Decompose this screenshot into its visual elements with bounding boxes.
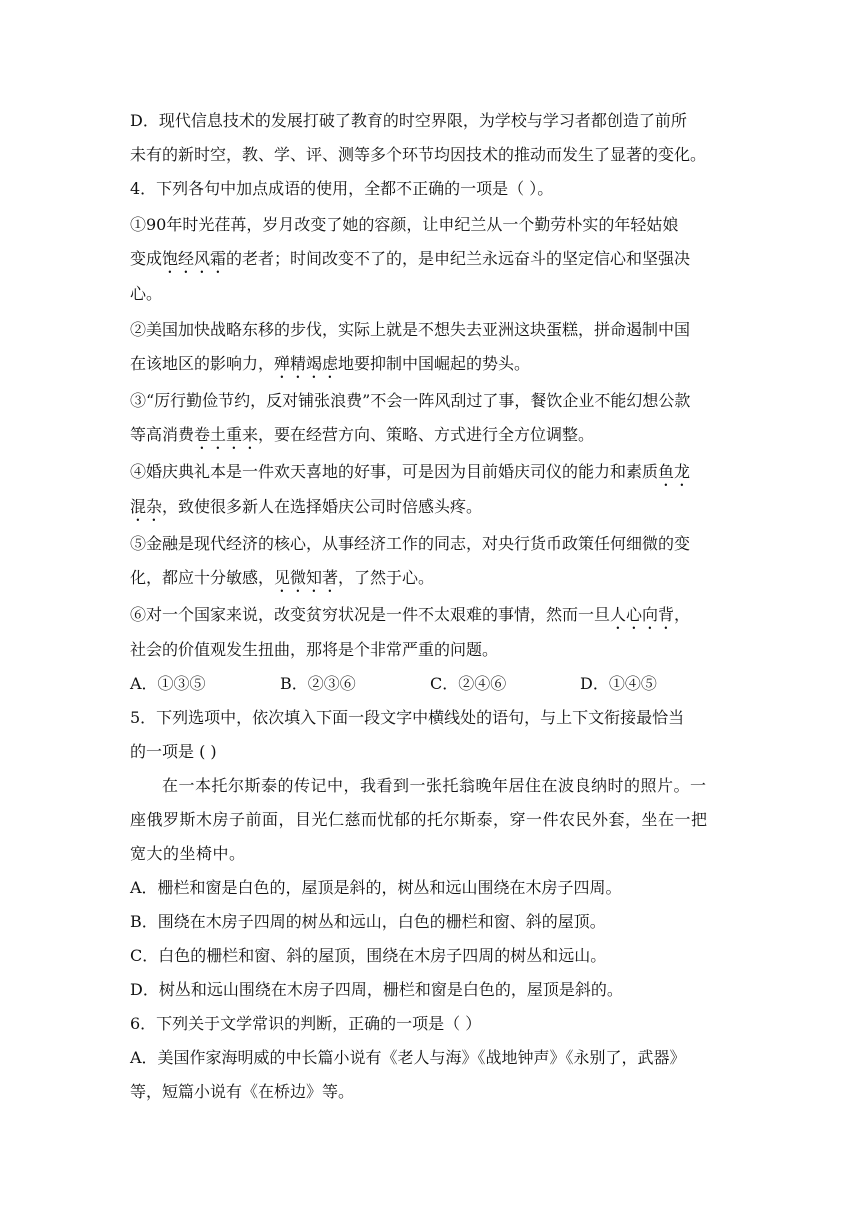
q5-stem-line1: 5．下列选项中，依次填入下面一段文字中横线处的语句，与上下文衔接最恰当 — [130, 708, 685, 727]
q5-option-c: C．白色的栅栏和窗、斜的屋顶，围绕在木房子四周的树丛和远山。 — [130, 946, 607, 965]
q4-item-3-line2 — [130, 418, 730, 453]
q4-item-5-text-cont: ，了然于心。 — [338, 568, 435, 587]
q4-item-2-line2 — [130, 347, 730, 382]
q4-option-a: A．①③⑤ — [130, 674, 206, 693]
q4-item-5-line1: ⑤金融是现代经济的核心，从事经济工作的同志，对央行货币政策任何细微的变 — [130, 534, 691, 553]
q4-stem: 4．下列各句中加点成语的使用，全都不正确的一项是（ ）。 — [130, 179, 554, 198]
q4-item-1-text: 变成 — [130, 249, 163, 268]
q4-item-2-line1: ②美国加快战略东移的步伐，实际上就是不想失去亚洲这块蛋糕，拼命遏制中国 — [130, 320, 691, 339]
q4-item-6-text-cont: ， — [674, 605, 691, 624]
q4-item-1-text-cont: 的老者；时间改变不了的，是申纪兰永远奋斗的坚定信心和坚强决 — [226, 249, 691, 268]
q4-item-4-text-cont: ，致使很多新人在选择婚庆公司时倍感头疼。 — [162, 497, 483, 516]
q4-item-3-idiom: 卷土重来 — [194, 425, 259, 444]
q4-item-4-idiom-part1: 鱼龙 — [658, 462, 691, 481]
q4-item-5-text: 化，都应十分敏感， — [130, 568, 275, 587]
exam-page — [130, 104, 730, 1109]
q4-option-c: C．②④⑥ — [430, 674, 507, 693]
q4-item-6-line1 — [130, 598, 730, 633]
q4-item-4-line1 — [130, 455, 730, 490]
q5-passage-line3: 宽大的坐椅中。 — [130, 844, 246, 863]
q3-option-d-line1: D．现代信息技术的发展打破了教育的时空界限，为学校与学习者都创造了前所 — [130, 111, 687, 130]
q4-option-d: D．①④⑤ — [580, 674, 657, 693]
q4-item-4-idiom-part2: 混杂 — [130, 497, 163, 516]
q4-item-2-text-cont: 地要抑制中国崛起的势头。 — [338, 354, 531, 373]
q4-item-6-line2: 社会的价值观发生扭曲，那将是个非常严重的问题。 — [130, 640, 499, 659]
q4-option-b: B．②③⑥ — [280, 674, 356, 693]
q4-item-6-text: ⑥对一个国家来说，改变贫穷状况是一件不太艰难的事情，然而一旦 — [130, 605, 611, 624]
q5-passage-line1: 在一本托尔斯泰的传记中，我看到一张托翁晚年居住在波良纳时的照片。一 — [162, 776, 707, 795]
q3-option-d-line2: 未有的新时空，教、学、评、测等多个环节均因技术的推动而发生了显著的变化。 — [130, 145, 707, 164]
q4-item-2-idiom: 殚精竭虑 — [274, 354, 339, 373]
q4-item-1-line1: ①90年时光荏苒，岁月改变了她的容颜，让申纪兰从一个勤劳朴实的年轻姑娘 — [130, 215, 679, 234]
q4-options — [130, 667, 730, 701]
q6-option-a-line1: A．美国作家海明威的中长篇小说有《老人与海》《战地钟声》《永别了，武器》 — [130, 1048, 686, 1067]
q4-item-5-idiom: 见微知著 — [274, 568, 339, 587]
q4-item-4-line2 — [130, 490, 730, 525]
q5-option-d: D．树丛和远山围绕在木房子四周，栅栏和窗是白色的，屋顶是斜的。 — [130, 980, 623, 999]
q4-item-3-line1: ③“厉行勤俭节约，反对铺张浪费”不会一阵风刮过了事，餐饮企业不能幻想公款 — [130, 391, 691, 410]
q4-item-1-idiom: 饱经风霜 — [162, 249, 227, 268]
q4-item-2-text: 在该地区的影响力， — [130, 354, 275, 373]
q4-item-3-text: 等高消费 — [130, 425, 195, 444]
q4-item-1-line3: 心。 — [130, 284, 163, 303]
q4-item-5-line2 — [130, 561, 730, 596]
q4-item-4-text: ④婚庆典礼本是一件欢天喜地的好事，可是因为目前婚庆司仪的能力和素质 — [130, 462, 659, 481]
q4-item-6-idiom: 人心向背 — [610, 605, 675, 624]
q6-option-a-line2: 等，短篇小说有《在桥边》等。 — [130, 1082, 355, 1101]
q4-item-3-text-cont: ，要在经营方向、策略、方式进行全方位调整。 — [258, 425, 595, 444]
q5-stem-line2: 的一项是 ( ) — [130, 742, 217, 761]
q5-option-b: B．围绕在木房子四周的树丛和远山，白色的栅栏和窗、斜的屋顶。 — [130, 912, 606, 931]
q5-option-a: A．栅栏和窗是白色的，屋顶是斜的，树丛和远山围绕在木房子四周。 — [130, 878, 622, 897]
q5-passage-line2: 座俄罗斯木房子前面，目光仁慈而忧郁的托尔斯泰，穿一件农民外套，坐在一把 — [130, 810, 708, 829]
q6-stem: 6．下列关于文学常识的判断，正确的一项是（ ） — [130, 1014, 482, 1033]
q4-item-1-line2 — [130, 242, 730, 277]
